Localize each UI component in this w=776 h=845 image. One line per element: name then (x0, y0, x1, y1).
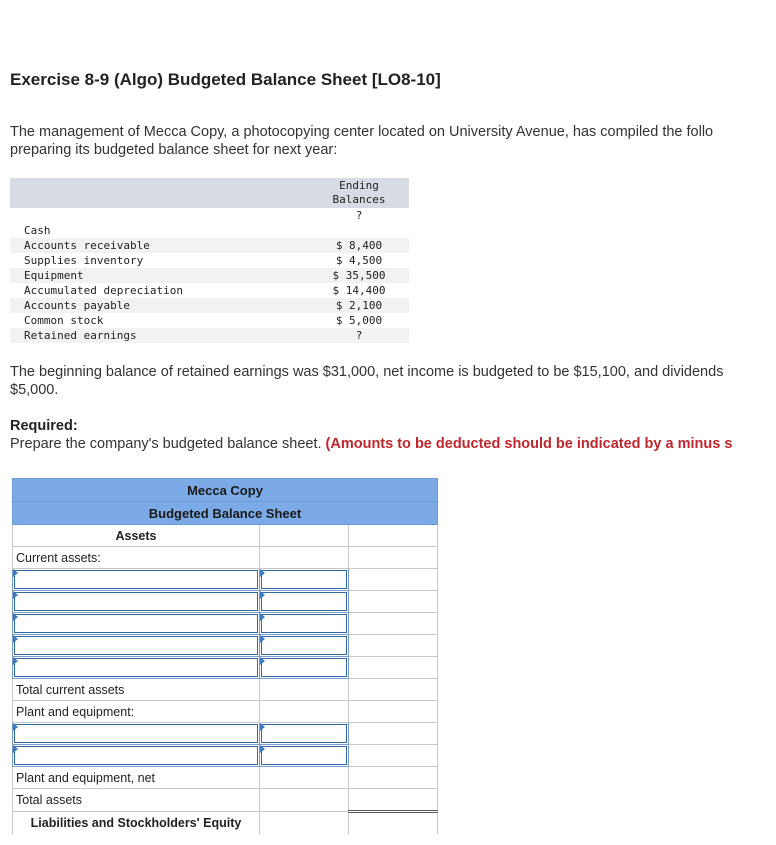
plant-equipment-net-input[interactable] (349, 767, 438, 789)
ending-balances-header: Ending Balances (309, 178, 409, 208)
dropdown-arrow-icon (13, 613, 18, 621)
intro-line-2: preparing its budgeted balance sheet for next year: (10, 142, 338, 158)
total-assets-input[interactable] (349, 789, 438, 812)
info-line-1: The beginning balance of retained earnings was $31,000, net income is budgeted to be $15,100, and dividends (10, 364, 724, 380)
current-assets-label: Current assets: (13, 547, 260, 569)
dropdown-arrow-icon (260, 569, 265, 577)
dropdown-arrow-icon (13, 591, 18, 599)
plant-account-input[interactable] (13, 723, 260, 745)
row-label: Accounts payable (10, 298, 309, 313)
current-asset-account-input[interactable] (13, 635, 260, 657)
current-asset-amount-input[interactable] (260, 635, 349, 657)
dropdown-arrow-icon (13, 635, 18, 643)
plant-equipment-label: Plant and equipment: (13, 701, 260, 723)
company-name: Mecca Copy (13, 479, 438, 502)
dropdown-arrow-icon (13, 745, 18, 753)
dropdown-arrow-icon (260, 657, 265, 665)
dropdown-arrow-icon (260, 745, 265, 753)
intro-line-1: The management of Mecca Copy, a photocopying center located on University Avenue, has compiled the follo (10, 124, 714, 140)
dropdown-arrow-icon (260, 723, 265, 731)
row-label: Retained earnings (10, 328, 309, 343)
row-label: Accumulated depreciation (24, 284, 183, 297)
header-question: ? (309, 208, 409, 223)
row-label: Equipment (10, 268, 309, 283)
current-asset-account-input[interactable] (13, 569, 260, 591)
ending-balances-table (10, 178, 409, 343)
dropdown-arrow-icon (260, 635, 265, 643)
dropdown-arrow-icon (13, 569, 18, 577)
row-value: $ 14,400 (332, 284, 386, 297)
total-current-assets-input[interactable] (349, 679, 438, 701)
plant-equipment-net-label: Plant and equipment, net (13, 767, 260, 789)
row-label: Cash (24, 224, 51, 237)
row-value: ? (309, 328, 409, 343)
assets-heading: Assets (13, 525, 260, 547)
info-line-2: $5,000. (10, 382, 59, 398)
budgeted-balance-sheet (12, 478, 438, 835)
total-current-assets-label: Total current assets (13, 679, 260, 701)
required-instruction: Prepare the company's budgeted balance sheet. (Amounts to be deducted should be indicated by a minus s (10, 436, 733, 452)
dropdown-arrow-icon (260, 613, 265, 621)
dropdown-arrow-icon (260, 591, 265, 599)
plant-amount-input[interactable] (260, 723, 349, 745)
current-asset-account-input[interactable] (13, 613, 260, 635)
plant-amount-input[interactable] (260, 745, 349, 767)
row-label: Supplies inventory (24, 254, 144, 267)
row-label: Common stock (24, 314, 104, 327)
current-asset-amount-input[interactable] (260, 591, 349, 613)
current-asset-amount-input[interactable] (260, 613, 349, 635)
current-asset-account-input[interactable] (13, 591, 260, 613)
row-value: $ 8,400 (309, 238, 409, 253)
total-assets-label: Total assets (13, 789, 260, 812)
exercise-title: Exercise 8-9 (Algo) Budgeted Balance Sheet [LO8-10] (10, 70, 441, 89)
liabilities-equity-heading: Liabilities and Stockholders' Equity (13, 812, 260, 835)
current-asset-amount-input[interactable] (260, 657, 349, 679)
required-heading: Required: (10, 418, 78, 434)
plant-account-input[interactable] (13, 745, 260, 767)
row-value: $ 5,000 (335, 314, 383, 327)
page-cutoff (0, 834, 776, 845)
statement-title: Budgeted Balance Sheet (13, 502, 438, 525)
dropdown-arrow-icon (13, 723, 18, 731)
row-value: $ 2,100 (309, 298, 409, 313)
row-value (309, 223, 409, 238)
row-label: Accounts receivable (10, 238, 309, 253)
current-asset-amount-input[interactable] (260, 569, 349, 591)
row-value: $ 4,500 (335, 254, 383, 267)
row-value: $ 35,500 (309, 268, 409, 283)
current-asset-account-input[interactable] (13, 657, 260, 679)
dropdown-arrow-icon (13, 657, 18, 665)
